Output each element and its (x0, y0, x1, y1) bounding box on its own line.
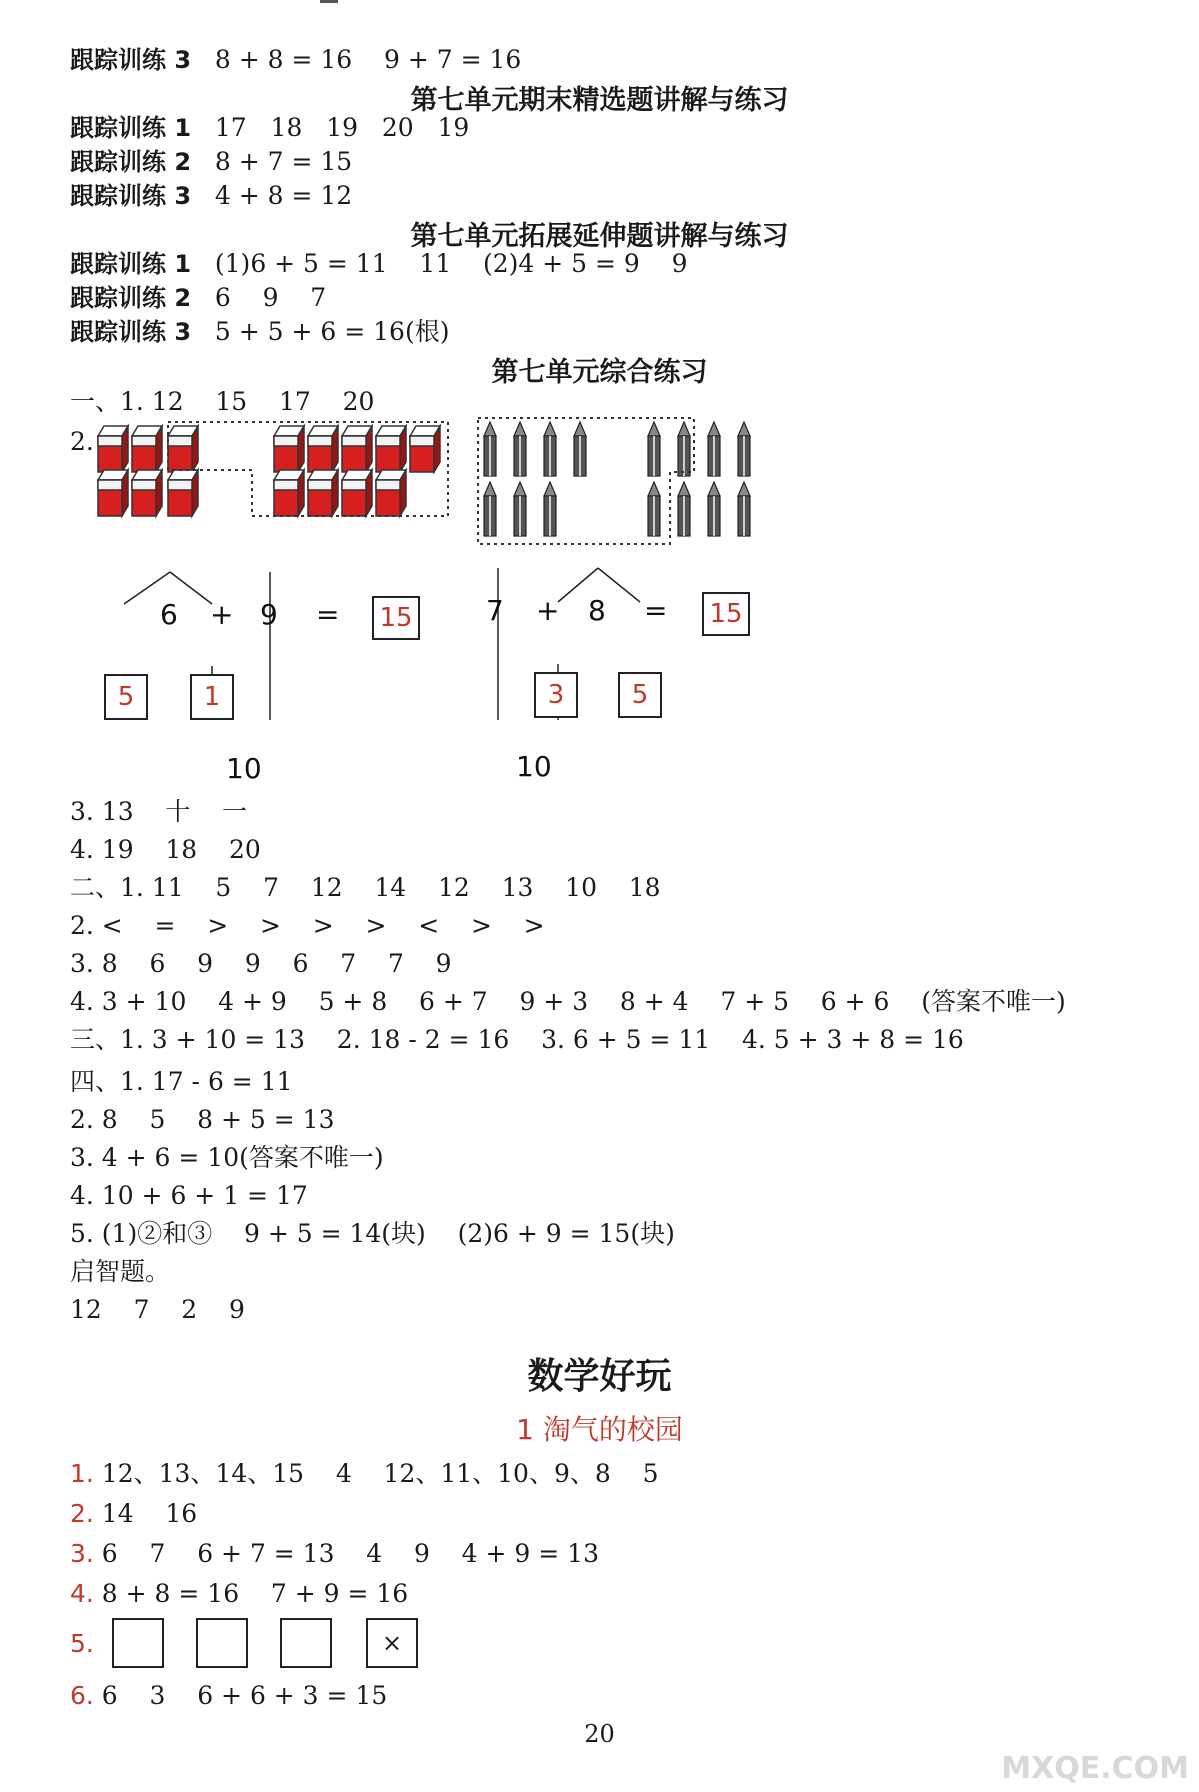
answer-text: 12、13、14、15 4 12、11、10、9、8 5 (93, 1459, 659, 1488)
answer-line (70, 316, 449, 348)
pencil-icon (574, 422, 586, 476)
eraser-icon (98, 470, 128, 516)
question-number: 1. (70, 1459, 94, 1488)
answer-line: 4. 10 + 6 + 1 = 17 (70, 1181, 308, 1210)
exercise-answer: (1)6 + 5 = 11 11 (2)4 + 5 = 9 9 (191, 249, 688, 278)
eraser-icon (274, 426, 304, 472)
pencil-icon (484, 482, 496, 536)
equals-sign: = (644, 594, 668, 627)
split-box: 5 (618, 672, 662, 718)
scan-mark (320, 0, 338, 3)
question-number: 4. (70, 1579, 94, 1608)
check-box (112, 1618, 164, 1668)
pencil-icon (678, 422, 690, 476)
question-number: 6. (70, 1681, 94, 1710)
pencil-icon (544, 422, 556, 476)
answer-text: 6 3 6 + 6 + 3 = 15 (93, 1681, 388, 1710)
exercise-label: 跟踪训练 2 (70, 284, 192, 312)
answer-box: 15 (702, 592, 750, 636)
pencil-icon (738, 422, 750, 476)
pencil-icon (514, 422, 526, 476)
eraser-icon (98, 426, 128, 472)
page-number: 20 (584, 1720, 615, 1748)
ten-label: 10 (516, 750, 552, 783)
plus-sign: + (210, 598, 234, 631)
ten-label: 10 (226, 752, 262, 785)
pencil-icon (484, 422, 496, 476)
check-box (366, 1618, 418, 1668)
exercise-label: 跟踪训练 1 (70, 114, 192, 142)
answer-line: 4. 3 + 10 4 + 9 5 + 8 6 + 7 9 + 3 8 + 4 7 + 5 6 + 6 (答案不唯一) (70, 987, 1066, 1016)
pencil-icon (678, 482, 690, 536)
pencil-icon (648, 482, 660, 536)
answer-line (70, 1498, 197, 1530)
check-mark: × (381, 1629, 403, 1657)
answer-line: 2. (70, 427, 94, 456)
answer-line (70, 44, 521, 76)
pencil-icon (544, 482, 556, 536)
answer-line: 三、1. 3 + 10 = 13 2. 18 - 2 = 16 3. 6 + 5 = 11 4. 5 + 3 + 8 = 16 (70, 1025, 964, 1054)
eraser-icon (132, 426, 162, 472)
answer-line: 一、1. 12 15 17 20 (70, 387, 375, 416)
pencil-icon (708, 422, 720, 476)
pencil-icon (648, 422, 660, 476)
answer-line: 3. 8 6 9 9 6 7 7 9 (70, 949, 452, 978)
section-heading: 第七单元拓展延伸题讲解与练习 (410, 221, 789, 252)
eraser-icon (274, 470, 304, 516)
eraser-icon (168, 470, 198, 516)
exercise-answer: 17 18 19 20 19 (191, 113, 470, 142)
answer-line (70, 282, 326, 314)
unit-title: 数学好玩 (527, 1355, 672, 1397)
eraser-icon (168, 426, 198, 472)
section-heading: 第七单元期末精选题讲解与练习 (410, 85, 789, 116)
eraser-icon (342, 426, 372, 472)
plus-sign: + (536, 594, 560, 627)
exercise-label: 跟踪训练 1 (70, 250, 192, 278)
answer-line (70, 1628, 94, 1660)
answer-text: 6 7 6 + 7 = 13 4 9 4 + 9 = 13 (93, 1539, 599, 1568)
question-number: 2. (70, 1499, 94, 1528)
watermark-logo: MXQE.COM (1001, 1751, 1189, 1786)
answer-line: 2. < = > > > > < > > (70, 911, 545, 940)
eraser-icon (308, 470, 338, 516)
exercise-label: 跟踪训练 3 (70, 46, 192, 74)
addend-a: 6 (160, 598, 178, 631)
answer-line (70, 1458, 658, 1490)
eraser-icon (308, 426, 338, 472)
answer-line: 四、1. 17 - 6 = 11 (70, 1067, 293, 1096)
eraser-icon (376, 426, 406, 472)
exercise-answer: 8 + 7 = 15 (191, 147, 353, 176)
answer-line (70, 146, 352, 178)
answer-line (70, 248, 688, 280)
answer-line (70, 112, 469, 144)
exercise-answer: 4 + 8 = 12 (191, 181, 353, 210)
addend-a: 7 (486, 594, 504, 627)
pencil-icon (708, 482, 720, 536)
exercise-label: 跟踪训练 3 (70, 182, 192, 210)
answer-line: 2. 8 5 8 + 5 = 13 (70, 1105, 335, 1134)
question-number: 5. (70, 1629, 94, 1658)
eraser-icon (132, 470, 162, 516)
eraser-group (98, 426, 440, 516)
pencil-icon (738, 482, 750, 536)
pencil-group (484, 422, 750, 536)
pencil-icon (514, 482, 526, 536)
answer-text: 14 16 (93, 1499, 198, 1528)
lesson-title: 1 淘气的校园 (516, 1413, 683, 1446)
answer-line: 12 7 2 9 (70, 1295, 245, 1324)
answer-line (70, 1538, 599, 1570)
addend-b: 8 (588, 594, 606, 627)
split-box: 3 (534, 672, 578, 718)
answer-line: 3. 4 + 6 = 10(答案不唯一) (70, 1143, 384, 1172)
exercise-answer: 5 + 5 + 6 = 16(根) (191, 317, 450, 346)
question-number: 3. (70, 1539, 94, 1568)
answer-line: 3. 13 十 一 (70, 797, 248, 826)
answer-box: 15 (372, 596, 420, 640)
eraser-icon (342, 470, 372, 516)
exercise-label: 跟踪训练 2 (70, 148, 192, 176)
answer-text: 8 + 8 = 16 7 + 9 = 16 (93, 1579, 409, 1608)
exercise-label: 跟踪训练 3 (70, 318, 192, 346)
answer-line (70, 1578, 408, 1610)
answer-line: 二、1. 11 5 7 12 14 12 13 10 18 (70, 873, 661, 902)
answer-line (70, 180, 352, 212)
exercise-answer: 6 9 7 (191, 283, 327, 312)
eraser-icon (376, 470, 406, 516)
answer-line: 启智题。 (70, 1257, 171, 1286)
check-box (196, 1618, 248, 1668)
answer-line: 4. 19 18 20 (70, 835, 261, 864)
eraser-icon (410, 426, 440, 472)
counting-figure (0, 400, 1199, 720)
addend-b: 9 (260, 598, 278, 631)
answer-line (70, 1680, 387, 1712)
split-box: 1 (190, 674, 234, 720)
split-box: 5 (104, 674, 148, 720)
exercise-answer: 8 + 8 = 16 9 + 7 = 16 (191, 45, 522, 74)
answer-line: 5. (1)②和③ 9 + 5 = 14(块) (2)6 + 9 = 15(块) (70, 1219, 675, 1248)
check-box (280, 1618, 332, 1668)
section-heading: 第七单元综合练习 (491, 357, 708, 388)
equals-sign: = (316, 598, 340, 631)
